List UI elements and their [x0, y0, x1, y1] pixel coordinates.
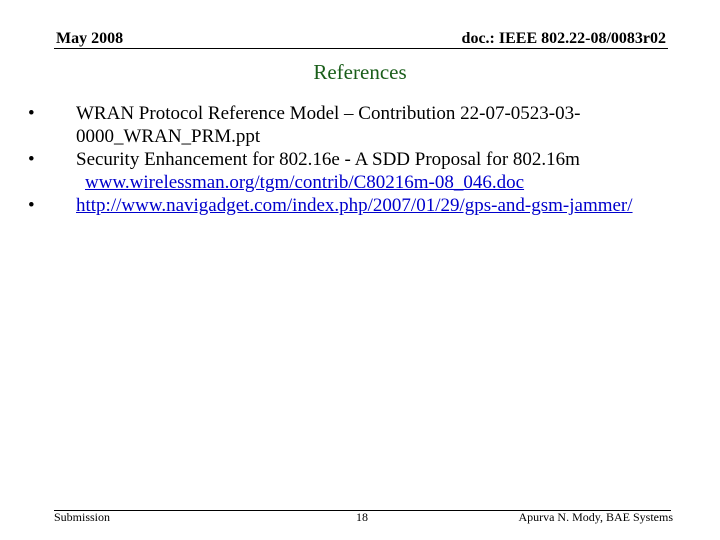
- bullet-icon: •: [28, 103, 35, 124]
- reference-text: WRAN Protocol Reference Model – Contribution 22-07-0523-03-0000_WRAN_PRM.ppt: [76, 103, 581, 147]
- bullet-icon: •: [28, 149, 35, 170]
- reference-item-1: [28, 102, 688, 148]
- slide-title: References: [313, 60, 407, 84]
- reference-link[interactable]: www.wirelessman.org/tgm/contrib/C80216m-08_046.doc: [85, 172, 525, 193]
- reference-item-2: [28, 148, 688, 194]
- header-rule: [54, 48, 668, 49]
- header-date: May 2008: [56, 30, 124, 47]
- footer-author: Apurva N. Mody, BAE Systems: [518, 510, 673, 524]
- header-doc-id: doc.: IEEE 802.22-08/0083r02: [461, 30, 666, 47]
- reference-text: Security Enhancement for 802.16e - A SDD Proposal for 802.16m: [76, 149, 580, 170]
- reference-list: [28, 102, 688, 217]
- footer-page-number: 18: [356, 510, 368, 524]
- reference-link[interactable]: http://www.navigadget.com/index.php/2007/01/29/gps-and-gsm-jammer/: [76, 195, 633, 216]
- reference-item-3: [28, 194, 688, 217]
- footer-submission: Submission: [54, 510, 111, 524]
- bullet-icon: •: [28, 195, 35, 216]
